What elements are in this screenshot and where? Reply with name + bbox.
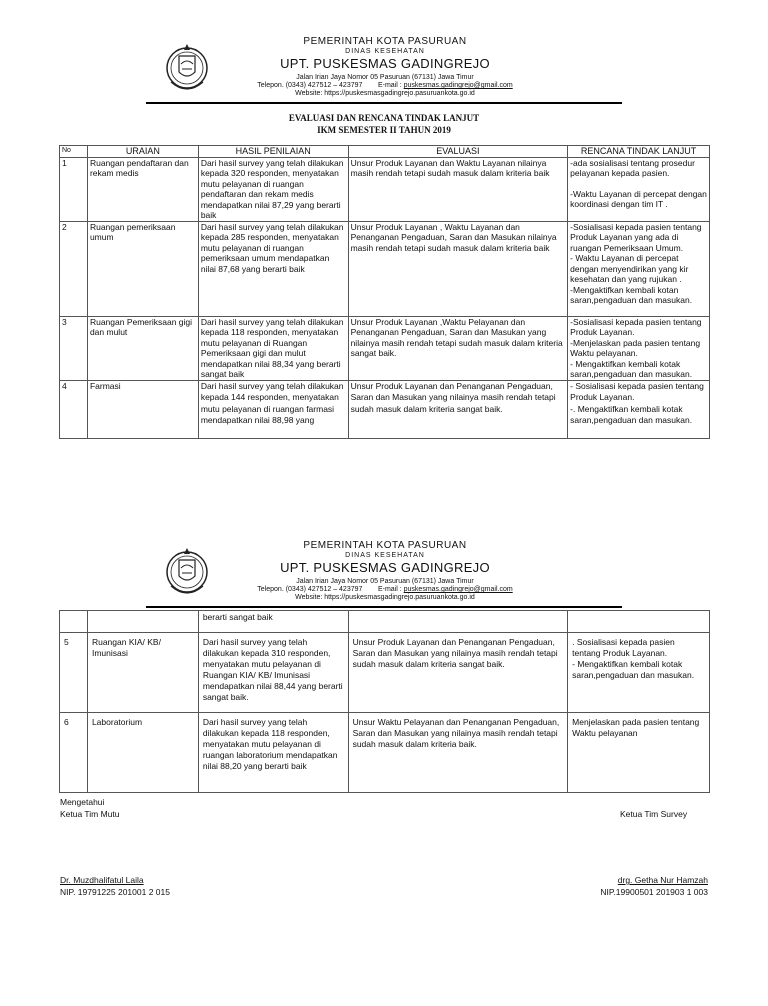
- dinas-line: DINAS KESEHATAN: [345, 48, 425, 55]
- cell-uraian: Farmasi: [87, 380, 198, 438]
- cell-no: 1: [60, 157, 88, 221]
- email-link[interactable]: puskesmas.gadingrejo@gmail.com: [403, 82, 513, 89]
- phone-text: Telepon. (0343) 427512 – 423797: [257, 586, 363, 593]
- pemkot-line: PEMERINTAH KOTA PASURUAN: [303, 36, 467, 47]
- col-header-no: No: [60, 146, 88, 158]
- email-link[interactable]: puskesmas.gadingrejo@gmail.com: [403, 586, 513, 593]
- right-name: drg. Getha Nur Hamzah: [617, 875, 708, 885]
- signature-left-name-block: [60, 874, 170, 898]
- table-row: [60, 713, 710, 793]
- left-name: Dr. Muzdhalifatul Laila: [60, 875, 144, 885]
- letterhead-rule: [146, 102, 622, 104]
- contact-line: [215, 586, 555, 593]
- mengetahui-label: Mengetahui: [60, 797, 105, 807]
- cell-hasil: Dari hasil survey yang telah dilakukan kepada 320 responden, menyatakan mutu pelayanan di ruangan pendaftaran dan rekam medis mendapatkan nilai 87,29 yang berarti baik: [198, 157, 348, 221]
- website-line[interactable]: Website: https://puskesmasgadingrejo.pasuruankota.go.id: [295, 90, 475, 97]
- cell-hasil: Dari hasil survey yang telah dilakukan kepada 144 responden, menyatakan mutu pelayanan di ruangan farmasi mendapatkan nilai 88,98 yang: [198, 380, 348, 438]
- cell-uraian: Ruangan Pemeriksaan gigi dan mulut: [87, 316, 198, 380]
- cell-hasil-continued: berarti sangat baik: [198, 611, 348, 633]
- cell-no: 3: [60, 316, 88, 380]
- cell-evaluasi: Unsur Produk Layanan dan Waktu Layanan nilainya masih rendah tetapi sudah masuk dalam kriteria baik: [348, 157, 568, 221]
- rencana-item: -Sosialisasi kepada pasien tentang Produk Layanan.: [570, 316, 702, 337]
- cell-hasil: Dari hasil survey yang telah dilakukan kepada 285 responden, menyatakan mutu pelayanan di ruangan pemeriksaan umum mendapatkan nilai 87,68 yang berarti baik: [198, 221, 348, 316]
- left-nip: NIP. 19791225 201001 2 015: [60, 887, 170, 897]
- cell-rencana: [568, 380, 710, 438]
- cell-evaluasi: Unsur Produk Layanan dan Penanganan Pengaduan, Saran dan Masukan yang nilainya masih rendah tetapi sudah masuk dalam kriteria sangat baik.: [348, 633, 568, 713]
- right-nip: NIP.19900501 201903 1 003: [600, 887, 708, 897]
- address-line: Jalan Irian Jaya Nomor 05 Pasuruan (67131) Jawa Timur: [296, 578, 474, 585]
- table-row: [60, 380, 710, 438]
- title-line-2: IKM SEMESTER II TAHUN 2019: [317, 125, 451, 135]
- cell-hasil: Dari hasil survey yang telah dilakukan kepada 118 responden, menyatakan mutu pelayanan di ruangan laboratorium mendapatkan nilai 88,20 yang berarti baik: [198, 713, 348, 793]
- left-role: Ketua Tim Mutu: [60, 809, 120, 819]
- email-label: E-mail :: [377, 82, 402, 89]
- col-header-uraian: URAIAN: [87, 146, 198, 158]
- cell-no: 2: [60, 221, 88, 316]
- dinas-line: DINAS KESEHATAN: [345, 552, 425, 559]
- cell-rencana: Menjelaskan pada pasien tentang Waktu pelayanan: [568, 713, 710, 793]
- rencana-item: - Sosialisasi kepada pasien tentang Produk Layanan.: [570, 380, 704, 402]
- cell-rencana: [568, 221, 710, 316]
- rencana-item: -Menjelaskan pada pasien tentang Waktu pelayanan.: [570, 337, 701, 358]
- rencana-item: -ada sosialisasi tentang prosedur pelayanan kepada pasien.: [570, 157, 695, 178]
- table-row: [60, 221, 710, 316]
- email-label: E-mail :: [377, 586, 402, 593]
- address-line: Jalan Irian Jaya Nomor 05 Pasuruan (67131) Jawa Timur: [296, 74, 474, 81]
- evaluation-table: [59, 145, 710, 439]
- cell-uraian: Laboratorium: [87, 713, 198, 793]
- table-row-continued: [60, 611, 710, 633]
- rencana-item: -Mengaktifkan kembali kotan saran,pengaduan dan masukan.: [570, 284, 693, 305]
- rencana-item: -Waktu Layanan di percepat dengan koordinasi dengan tim IT .: [570, 188, 707, 209]
- col-header-hasil: HASIL PENILAIAN: [198, 146, 348, 158]
- cell-evaluasi: Unsur Produk Layanan , Waktu Layanan dan Penanganan Pengaduan, Saran dan Masukan nilainya masih rendah tetapi sudah masuk dalam kriteria baik: [348, 221, 568, 316]
- rencana-item: - Mengaktifkan kembali kotak saran,pengaduan dan masukan.: [570, 358, 693, 379]
- phone-text: Telepon. (0343) 427512 – 423797: [257, 82, 363, 89]
- rencana-item: - Waktu Layanan di percepat dengan menyendirikan yang kir kesehatan dan yang rujukan .: [570, 253, 689, 284]
- table-row: [60, 157, 710, 221]
- col-header-rencana: RENCANA TINDAK LANJUT: [568, 146, 710, 158]
- rencana-item: -. Mengaktifkan kembali kotak saran,pengaduan dan masukan.: [570, 403, 693, 425]
- cell-no: 6: [60, 713, 88, 793]
- website-line[interactable]: Website: https://puskesmasgadingrejo.pasuruankota.go.id: [295, 594, 475, 601]
- cell-rencana: [568, 633, 710, 713]
- title-line-1: EVALUASI DAN RENCANA TINDAK LANJUT: [288, 113, 480, 123]
- document-title: [0, 112, 768, 136]
- rencana-item: -Sosialisasi kepada pasien tentang Produk Layanan yang ada di ruangan Pemeriksaan Umum.: [570, 221, 702, 253]
- upt-line: UPT. PUSKESMAS GADINGREJO: [280, 56, 490, 71]
- cell-rencana: [568, 157, 710, 221]
- rencana-item: . Sosialisasi kepada pasien tentang Produk Layanan.: [572, 637, 675, 658]
- signature-right-name-block: [600, 874, 708, 898]
- cell-evaluasi: Unsur Produk Layanan ,Waktu Pelayanan dan Penanganan Pengaduan, Saran dan Masukan yang nilainya masih rendah tetapi sudah masuk dalam kriteria sangat baik.: [348, 316, 568, 380]
- cell-no: 4: [60, 380, 88, 438]
- pemkot-line: PEMERINTAH KOTA PASURUAN: [303, 540, 467, 551]
- letterhead-text: [215, 538, 555, 601]
- table-row: [60, 316, 710, 380]
- evaluation-table-continued: [59, 610, 710, 793]
- pasuruan-city-emblem-icon: [165, 542, 209, 602]
- table-header-row: [60, 146, 710, 158]
- cell-no: 5: [60, 633, 88, 713]
- cell-uraian: Ruangan pemeriksaan umum: [87, 221, 198, 316]
- cell-hasil: Dari hasil survey yang telah dilakukan kepada 310 responden, menyatakan mutu pelayanan di Ruangan KIA/ KB/ Imunisasi mendapatkan nilai 88,44 yang berarti sangat baik.: [198, 633, 348, 713]
- pasuruan-city-emblem-icon: [165, 38, 209, 98]
- table-row: [60, 633, 710, 713]
- cell-uraian: Ruangan pendaftaran dan rekam medis: [87, 157, 198, 221]
- cell-uraian: Ruangan KIA/ KB/ Imunisasi: [87, 633, 198, 713]
- cell-evaluasi: Unsur Produk Layanan dan Penanganan Pengaduan, Saran dan Masukan yang nilainya masih rendah tetapi sudah masuk dalam kriteria sangat baik.: [348, 380, 568, 438]
- right-role: Ketua Tim Survey: [620, 809, 688, 819]
- letterhead-rule: [146, 606, 622, 608]
- rencana-item: - Mengaktifkan kembali kotak saran,pengaduan dan masukan.: [572, 659, 695, 680]
- contact-line: [215, 82, 555, 89]
- cell-evaluasi: Unsur Waktu Pelayanan dan Penanganan Pengaduan, Saran dan Masukan yang nilainya masih rendah tetapi sudah masuk dalam kriteria baik.: [348, 713, 568, 793]
- letterhead-text: [215, 34, 555, 97]
- cell-rencana: [568, 316, 710, 380]
- upt-line: UPT. PUSKESMAS GADINGREJO: [280, 560, 490, 575]
- cell-hasil: Dari hasil survey yang telah dilakukan kepada 118 responden, menyatakan mutu pelayanan di Ruangan Pemeriksaan gigi dan mulut mendapatkan nilai 88,34 yang berarti sangat baik: [198, 316, 348, 380]
- signature-left-block: [60, 796, 120, 820]
- col-header-evaluasi: EVALUASI: [348, 146, 568, 158]
- signature-right-role: [620, 808, 687, 820]
